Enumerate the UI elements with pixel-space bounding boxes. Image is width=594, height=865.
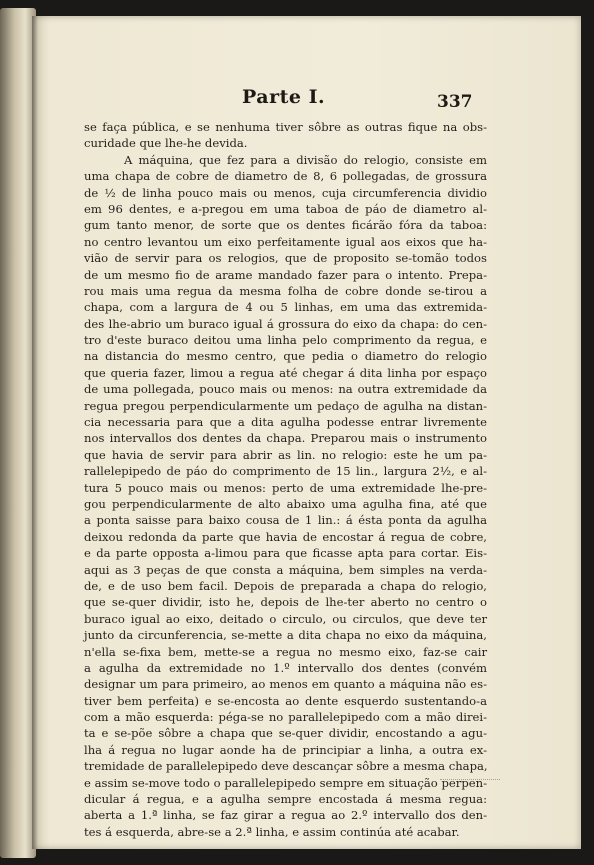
text-line: A máquina, que fez para a divisão do relogio, consiste em (124, 152, 487, 167)
text-line: que havia de servir para abrir as lin. no relogio: este he um pa- (84, 447, 487, 462)
text-line: n'ella se-fixa bem, mette-se a regua no mesmo eixo, faz-se cair (84, 644, 487, 659)
text-line: tremidade de parallelepipedo deve descançar sôbre a mesma chapa, (84, 759, 488, 774)
text-line: ta e se-põe sôbre a chapa que se-quer dividir, encostando a agu- (84, 726, 487, 741)
gutter-shadow (32, 16, 38, 849)
text-line: de ½ de linha pouco mais ou menos, cuja circumferencia dividio (84, 185, 487, 200)
ink-mark (440, 773, 500, 780)
running-head (32, 86, 581, 116)
text-line: tes á esquerda, abre-se a 2.ª linha, e assim continúa até acabar. (84, 824, 460, 839)
text-line: tura 5 pouco mais ou menos: perto de uma extremidade lhe-pre- (84, 480, 487, 495)
text-line: rallelepipedo de páo do comprimento de 15 lin., largura 2½, e al- (84, 464, 487, 479)
text-line: com a mão esquerda: péga-se no parallelepipedo com a mão direi- (84, 710, 487, 725)
text-line: e da parte opposta a-limou para que ficasse apta para cortar. Eis- (84, 546, 487, 561)
text-line: tiver bem perfeita) e se-encosta ao dente esquerdo sustentando-a (84, 693, 487, 708)
text-line: des lhe-abrio um buraco igual á grossura do eixo da chapa: do cen- (84, 316, 487, 331)
text-line: curidade que lhe-he devida. (84, 136, 248, 151)
text-line: e assim se-move todo o parallelepipedo sempre em situação perpen- (84, 775, 487, 790)
text-line: rou mais uma regua da mesma folha de cobre donde se-tirou a (84, 283, 487, 298)
text-line: tro d'este buraco deitou uma linha pelo comprimento da regua, e (84, 333, 487, 348)
text-line: de, e de uso bem facil. Depois de preparada a chapa do relogio, (84, 578, 487, 593)
text-line: a ponta saisse para baixo cousa de 1 lin.: á ésta ponta da agulha (84, 513, 487, 528)
text-line: de um mesmo fio de arame mandado fazer para o intento. Prepa- (84, 267, 487, 282)
text-line: cia necessaria para que a dita agulha podesse entrar livremente (84, 415, 487, 430)
text-line: nos intervallos dos dentes da chapa. Preparou mais o instrumento (84, 431, 487, 446)
text-line: aqui as 3 peças de que consta a máquina, bem simples na verda- (84, 562, 487, 577)
text-line: no centro levantou um eixo perfeitamente igual aos eixos que ha- (84, 234, 487, 249)
text-line: deixou redonda da parte que havia de encostar á regua de cobre, (84, 529, 487, 544)
page-number: 337 (437, 92, 473, 112)
left-page-edge (0, 8, 36, 858)
text-line: na distancia do mesmo centro, que pedia o diametro do relogio (84, 349, 487, 364)
body-text (84, 119, 487, 840)
text-line: que queria fazer, limou a regua até chegar á dita linha por espaço (84, 365, 487, 380)
text-line: uma chapa de cobre de diametro de 8, 6 pollegadas, de grossura (84, 169, 487, 184)
running-head-title: Parte I. (242, 86, 326, 108)
text-line: de uma pollegada, pouco mais ou menos: na outra extremidade da (84, 382, 487, 397)
text-line: chapa, com a largura de 4 ou 5 linhas, em uma das extremida- (84, 300, 487, 315)
text-line: buraco igual ao eixo, deitado o circulo, ou circulos, que deve ter (84, 611, 487, 626)
text-line: lha á regua no lugar aonde ha de principiar a linha, a outra ex- (84, 742, 487, 757)
book-page (32, 16, 581, 849)
text-line: a agulha da extremidade no 1.º intervallo dos dentes (convém (84, 660, 487, 675)
text-line: designar um para primeiro, ao menos em quanto a máquina não es- (84, 677, 487, 692)
text-line: em 96 dentes, e a-pregou em uma taboa de páo de diametro al- (84, 201, 487, 216)
text-line: gou perpendicularmente de alto abaixo uma agulha fina, até que (84, 496, 487, 511)
text-line: se faça pública, e se nenhuma tiver sôbre as outras fique na obs- (84, 120, 487, 134)
text-line: que se-quer dividir, isto he, depois de lhe-ter aberto no centro o (84, 595, 487, 610)
text-line: gum tanto menor, de sorte que os dentes ficárão fóra da taboa: (84, 218, 487, 233)
text-line: aberta a 1.ª linha, se faz girar a regua ao 2.º intervallo dos den- (84, 808, 487, 823)
text-line: regua pregou perpendicularmente um pedaço de agulha na distan- (84, 398, 487, 413)
text-line: dicular á regua, e a agulha sempre encostada á mesma regua: (84, 792, 487, 807)
text-line: junto da circunferencia, se-mette a dita chapa no eixo da máquina, (84, 628, 487, 643)
text-line: vião de servir para os relogios, que de proposito se-tomão todos (84, 251, 487, 266)
